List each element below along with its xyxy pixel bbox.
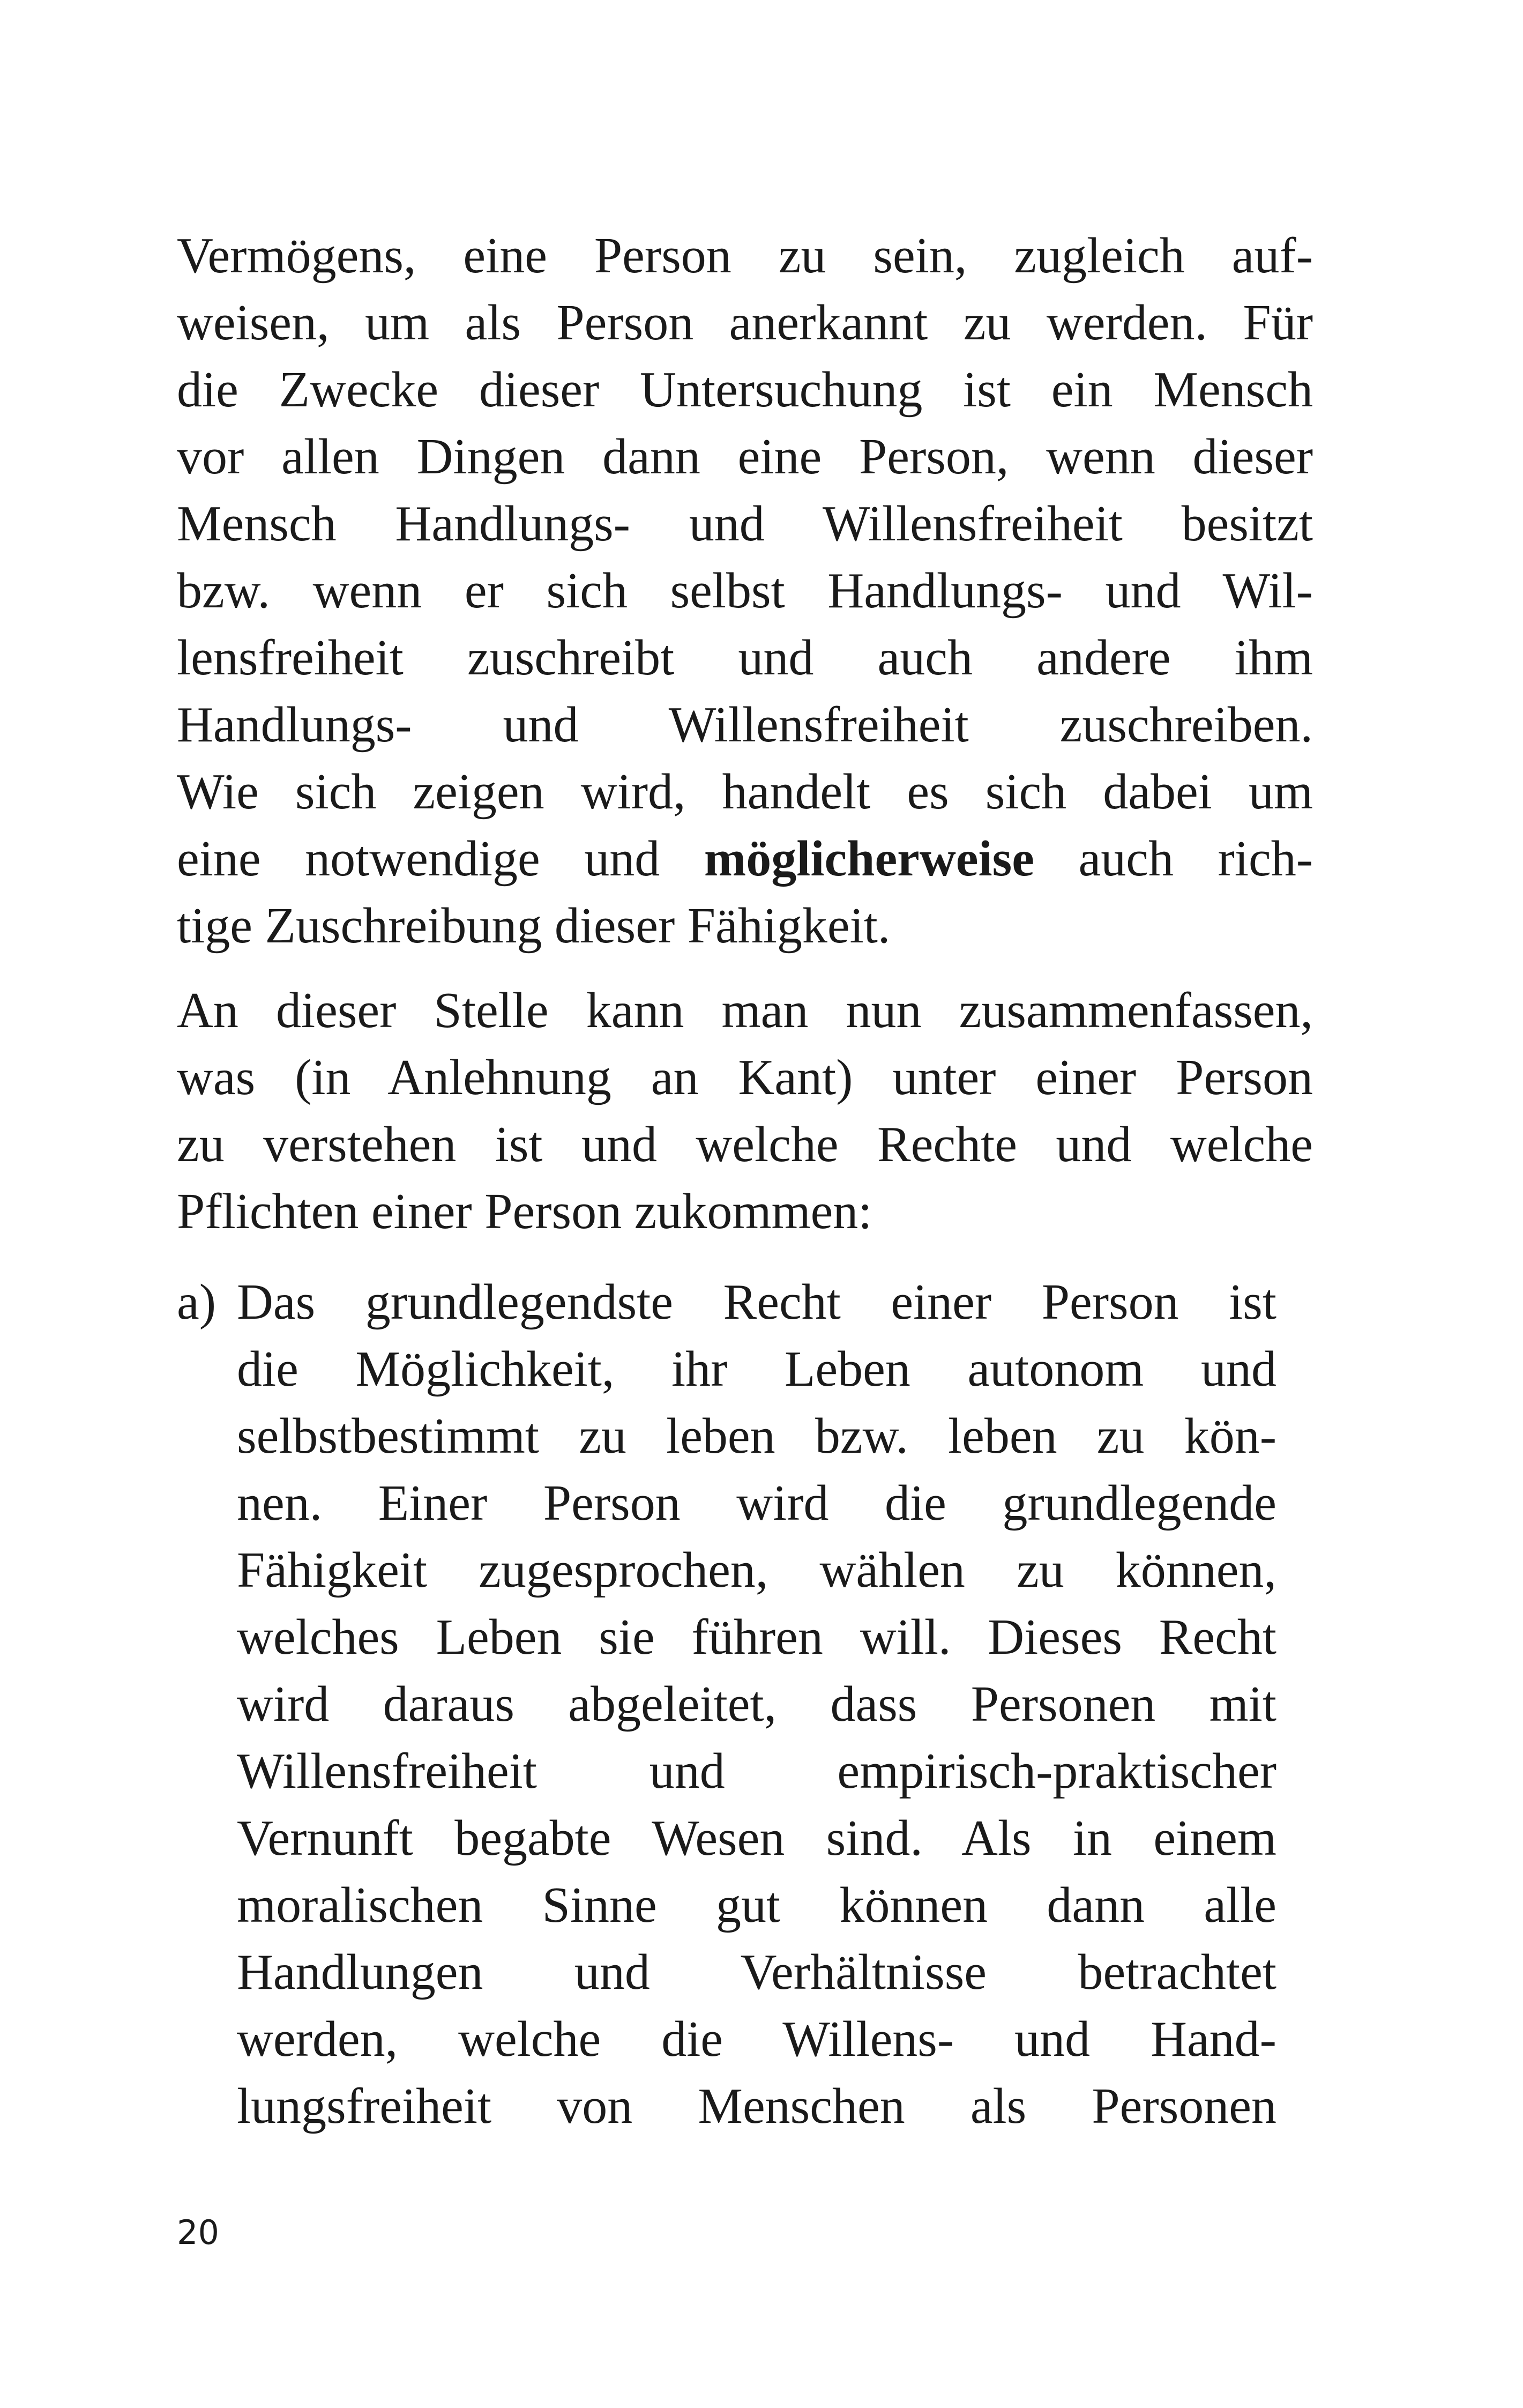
emphasized-word: möglicherweise xyxy=(704,831,1034,887)
text-line: was (in Anlehnung an Kant) unter einer Person xyxy=(177,1050,1313,1105)
text-line: tige Zuschreibung dieser Fähigkeit. xyxy=(177,898,891,954)
text-line-with-emphasis xyxy=(177,826,1313,893)
text-line: die Möglichkeit, ihr Leben autonom und xyxy=(237,1341,1276,1397)
text-line: weisen, um als Person anerkannt zu werden. Für xyxy=(177,295,1313,351)
text-line: wird daraus abgeleitet, dass Personen mit xyxy=(237,1676,1276,1732)
text-line: selbstbestimmt zu leben bzw. leben zu kön- xyxy=(237,1408,1276,1464)
list-marker: a) xyxy=(177,1274,216,1330)
text-line: Willensfreiheit und empirisch-praktischer xyxy=(237,1743,1276,1799)
text-line: welches Leben sie führen will. Dieses Recht xyxy=(237,1609,1276,1665)
text-line: nen. Einer Person wird die grundlegende xyxy=(237,1475,1276,1531)
text-segment: auch rich- xyxy=(1034,831,1313,887)
text-line: Pflichten einer Person zukommen: xyxy=(177,1184,872,1239)
list-item-a xyxy=(177,1269,1313,2140)
text-line: zu verstehen ist und welche Rechte und welche xyxy=(177,1117,1313,1172)
text-line: moralischen Sinne gut können dann alle xyxy=(237,1877,1276,1933)
text-line: Vermögens, eine Person zu sein, zugleich auf- xyxy=(177,228,1313,284)
text-line: Handlungen und Verhältnisse betrachtet xyxy=(237,1944,1276,2000)
list-item-text xyxy=(237,1269,1276,2140)
page-number: 20 xyxy=(177,2213,219,2252)
text-line: Fähigkeit zugesprochen, wählen zu können, xyxy=(237,1542,1276,1598)
text-line: lungsfreiheit von Menschen als Personen xyxy=(237,2078,1276,2134)
text-line: vor allen Dingen dann eine Person, wenn dieser xyxy=(177,429,1313,485)
text-line: Das grundlegendste Recht einer Person ist xyxy=(237,1274,1276,1330)
paragraph-1 xyxy=(177,222,1313,960)
text-line: An dieser Stelle kann man nun zusammenfassen, xyxy=(177,983,1313,1038)
paragraph-2 xyxy=(177,977,1313,1245)
text-line: lensfreiheit zuschreibt und auch andere ihm xyxy=(177,630,1313,686)
text-line: Handlungs- und Willensfreiheit zuschreiben. xyxy=(177,697,1313,753)
text-line: bzw. wenn er sich selbst Handlungs- und Wil- xyxy=(177,563,1313,619)
text-line: werden, welche die Willens- und Hand- xyxy=(237,2011,1276,2067)
text-line: Vernunft begabte Wesen sind. Als in einem xyxy=(237,1810,1276,1866)
text-segment: eine notwendige und xyxy=(177,831,704,887)
text-line: die Zwecke dieser Untersuchung ist ein Mensch xyxy=(177,362,1313,418)
text-line: Wie sich zeigen wird, handelt es sich dabei um xyxy=(177,764,1313,820)
text-line: Mensch Handlungs- und Willensfreiheit besitzt xyxy=(177,496,1313,552)
